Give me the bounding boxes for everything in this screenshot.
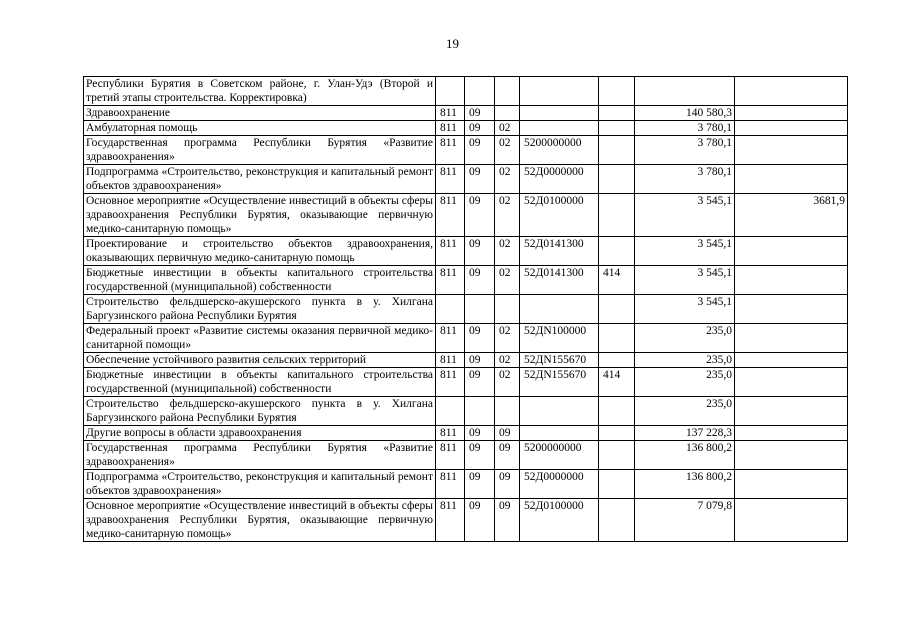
subsection-code-cell: 02	[495, 194, 520, 237]
amount-cell	[635, 77, 735, 106]
amount-cell: 7 079,8	[635, 499, 735, 542]
extra-amount-cell	[735, 106, 848, 121]
page-number: 19	[446, 36, 459, 51]
ved-code-cell	[436, 77, 465, 106]
table-row	[84, 441, 848, 470]
target-article-cell: 52Д0100000	[520, 499, 599, 542]
section-code-cell: 09	[465, 266, 495, 295]
subsection-code-cell: 09	[495, 426, 520, 441]
row-name-cell: Подпрограмма «Строительство, реконструкция и капитальный ремонт объектов здравоохранения»	[84, 165, 436, 194]
extra-amount-cell	[735, 368, 848, 397]
amount-cell: 3 780,1	[635, 165, 735, 194]
target-article-cell: 52ДN155670	[520, 353, 599, 368]
expense-type-cell	[599, 324, 635, 353]
ved-code-cell: 811	[436, 194, 465, 237]
expense-type-cell: 414	[599, 266, 635, 295]
expense-type-cell	[599, 237, 635, 266]
table-row	[84, 426, 848, 441]
section-code-cell: 09	[465, 136, 495, 165]
section-code-cell: 09	[465, 194, 495, 237]
extra-amount-cell	[735, 470, 848, 499]
expense-type-cell	[599, 499, 635, 542]
amount-cell: 137 228,3	[635, 426, 735, 441]
table-row	[84, 499, 848, 542]
table-row	[84, 295, 848, 324]
table-row	[84, 324, 848, 353]
row-name-cell: Здравоохранение	[84, 106, 436, 121]
extra-amount-cell	[735, 441, 848, 470]
row-name-cell: Основное мероприятие «Осуществление инвестиций в объекты сферы здравоохранения Республики Бурятия, оказывающие первичную медико-санитарную помощь»	[84, 194, 436, 237]
table-row	[84, 397, 848, 426]
subsection-code-cell: 02	[495, 121, 520, 136]
ved-code-cell: 811	[436, 121, 465, 136]
section-code-cell: 09	[465, 165, 495, 194]
amount-cell: 235,0	[635, 353, 735, 368]
target-article-cell	[520, 106, 599, 121]
row-name-cell: Государственная программа Республики Бурятия «Развитие здравоохранения»	[84, 441, 436, 470]
table-row	[84, 237, 848, 266]
table-row	[84, 106, 848, 121]
expense-type-cell	[599, 194, 635, 237]
target-article-cell: 52Д0000000	[520, 470, 599, 499]
subsection-code-cell: 02	[495, 165, 520, 194]
subsection-code-cell	[495, 77, 520, 106]
section-code-cell: 09	[465, 499, 495, 542]
section-code-cell: 09	[465, 470, 495, 499]
amount-cell: 3 545,1	[635, 266, 735, 295]
subsection-code-cell	[495, 295, 520, 324]
subsection-code-cell: 09	[495, 499, 520, 542]
ved-code-cell: 811	[436, 324, 465, 353]
extra-amount-cell: 3681,9	[735, 194, 848, 237]
target-article-cell: 52ДN155670	[520, 368, 599, 397]
section-code-cell	[465, 295, 495, 324]
table-row	[84, 165, 848, 194]
ved-code-cell	[436, 295, 465, 324]
table-row	[84, 266, 848, 295]
section-code-cell: 09	[465, 441, 495, 470]
subsection-code-cell: 02	[495, 136, 520, 165]
subsection-code-cell: 02	[495, 353, 520, 368]
target-article-cell	[520, 121, 599, 136]
table-row	[84, 353, 848, 368]
ved-code-cell: 811	[436, 266, 465, 295]
row-name-cell: Государственная программа Республики Бурятия «Развитие здравоохранения»	[84, 136, 436, 165]
row-name-cell: Строительство фельдшерско-акушерского пункта в у. Хилгана Баргузинского района Республики Бурятия	[84, 295, 436, 324]
section-code-cell	[465, 77, 495, 106]
extra-amount-cell	[735, 237, 848, 266]
row-name-cell: Подпрограмма «Строительство, реконструкция и капитальный ремонт объектов здравоохранения»	[84, 470, 436, 499]
target-article-cell: 52Д0141300	[520, 237, 599, 266]
extra-amount-cell	[735, 397, 848, 426]
expense-type-cell	[599, 136, 635, 165]
extra-amount-cell	[735, 295, 848, 324]
expense-type-cell	[599, 397, 635, 426]
section-code-cell: 09	[465, 324, 495, 353]
target-article-cell: 5200000000	[520, 441, 599, 470]
table-row	[84, 121, 848, 136]
target-article-cell: 52Д0141300	[520, 266, 599, 295]
section-code-cell: 09	[465, 368, 495, 397]
expense-type-cell	[599, 165, 635, 194]
expense-type-cell: 414	[599, 368, 635, 397]
extra-amount-cell	[735, 165, 848, 194]
section-code-cell: 09	[465, 353, 495, 368]
ved-code-cell: 811	[436, 368, 465, 397]
target-article-cell: 5200000000	[520, 136, 599, 165]
expense-type-cell	[599, 106, 635, 121]
target-article-cell	[520, 295, 599, 324]
row-name-cell: Проектирование и строительство объектов здравоохранения, оказывающих первичную медико-санитарную помощь	[84, 237, 436, 266]
extra-amount-cell	[735, 121, 848, 136]
budget-table	[83, 76, 848, 542]
expense-type-cell	[599, 295, 635, 324]
amount-cell: 3 545,1	[635, 295, 735, 324]
extra-amount-cell	[735, 353, 848, 368]
extra-amount-cell	[735, 499, 848, 542]
ved-code-cell: 811	[436, 441, 465, 470]
subsection-code-cell	[495, 397, 520, 426]
extra-amount-cell	[735, 324, 848, 353]
row-name-cell: Бюджетные инвестиции в объекты капитального строительства государственной (муниципальной) собственности	[84, 368, 436, 397]
expense-type-cell	[599, 441, 635, 470]
ved-code-cell: 811	[436, 470, 465, 499]
row-name-cell: Обеспечение устойчивого развития сельских территорий	[84, 353, 436, 368]
section-code-cell: 09	[465, 426, 495, 441]
ved-code-cell: 811	[436, 499, 465, 542]
target-article-cell	[520, 77, 599, 106]
section-code-cell	[465, 397, 495, 426]
subsection-code-cell	[495, 106, 520, 121]
amount-cell: 3 545,1	[635, 194, 735, 237]
table-row	[84, 470, 848, 499]
table-row	[84, 136, 848, 165]
row-name-cell: Федеральный проект «Развитие системы оказания первичной медико-санитарной помощи»	[84, 324, 436, 353]
amount-cell: 235,0	[635, 397, 735, 426]
section-code-cell: 09	[465, 106, 495, 121]
row-name-cell: Основное мероприятие «Осуществление инвестиций в объекты сферы здравоохранения Республики Бурятия, оказывающие первичную медико-санитарную помощь»	[84, 499, 436, 542]
ved-code-cell: 811	[436, 165, 465, 194]
subsection-code-cell: 09	[495, 470, 520, 499]
extra-amount-cell	[735, 266, 848, 295]
extra-amount-cell	[735, 77, 848, 106]
amount-cell: 3 780,1	[635, 121, 735, 136]
subsection-code-cell: 02	[495, 237, 520, 266]
table-row	[84, 194, 848, 237]
amount-cell: 136 800,2	[635, 470, 735, 499]
row-name-cell: Республики Бурятия в Советском районе, г. Улан-Удэ (Второй и третий этапы строительства. Корректировка)	[84, 77, 436, 106]
amount-cell: 235,0	[635, 324, 735, 353]
row-name-cell: Другие вопросы в области здравоохранения	[84, 426, 436, 441]
subsection-code-cell: 02	[495, 368, 520, 397]
target-article-cell	[520, 397, 599, 426]
row-name-cell: Амбулаторная помощь	[84, 121, 436, 136]
target-article-cell	[520, 426, 599, 441]
extra-amount-cell	[735, 426, 848, 441]
amount-cell: 235,0	[635, 368, 735, 397]
expense-type-cell	[599, 77, 635, 106]
subsection-code-cell: 02	[495, 324, 520, 353]
table-row	[84, 77, 848, 106]
expense-type-cell	[599, 121, 635, 136]
amount-cell: 136 800,2	[635, 441, 735, 470]
target-article-cell: 52Д0100000	[520, 194, 599, 237]
extra-amount-cell	[735, 136, 848, 165]
table-row	[84, 368, 848, 397]
ved-code-cell: 811	[436, 426, 465, 441]
ved-code-cell: 811	[436, 136, 465, 165]
ved-code-cell: 811	[436, 237, 465, 266]
section-code-cell: 09	[465, 121, 495, 136]
row-name-cell: Бюджетные инвестиции в объекты капитального строительства государственной (муниципальной) собственности	[84, 266, 436, 295]
expense-type-cell	[599, 353, 635, 368]
expense-type-cell	[599, 426, 635, 441]
subsection-code-cell: 09	[495, 441, 520, 470]
ved-code-cell	[436, 397, 465, 426]
section-code-cell: 09	[465, 237, 495, 266]
subsection-code-cell: 02	[495, 266, 520, 295]
ved-code-cell: 811	[436, 353, 465, 368]
target-article-cell: 52ДN100000	[520, 324, 599, 353]
amount-cell: 3 545,1	[635, 237, 735, 266]
target-article-cell: 52Д0000000	[520, 165, 599, 194]
expense-type-cell	[599, 470, 635, 499]
amount-cell: 3 780,1	[635, 136, 735, 165]
row-name-cell: Строительство фельдшерско-акушерского пункта в у. Хилгана Баргузинского района Республики Бурятия	[84, 397, 436, 426]
amount-cell: 140 580,3	[635, 106, 735, 121]
ved-code-cell: 811	[436, 106, 465, 121]
